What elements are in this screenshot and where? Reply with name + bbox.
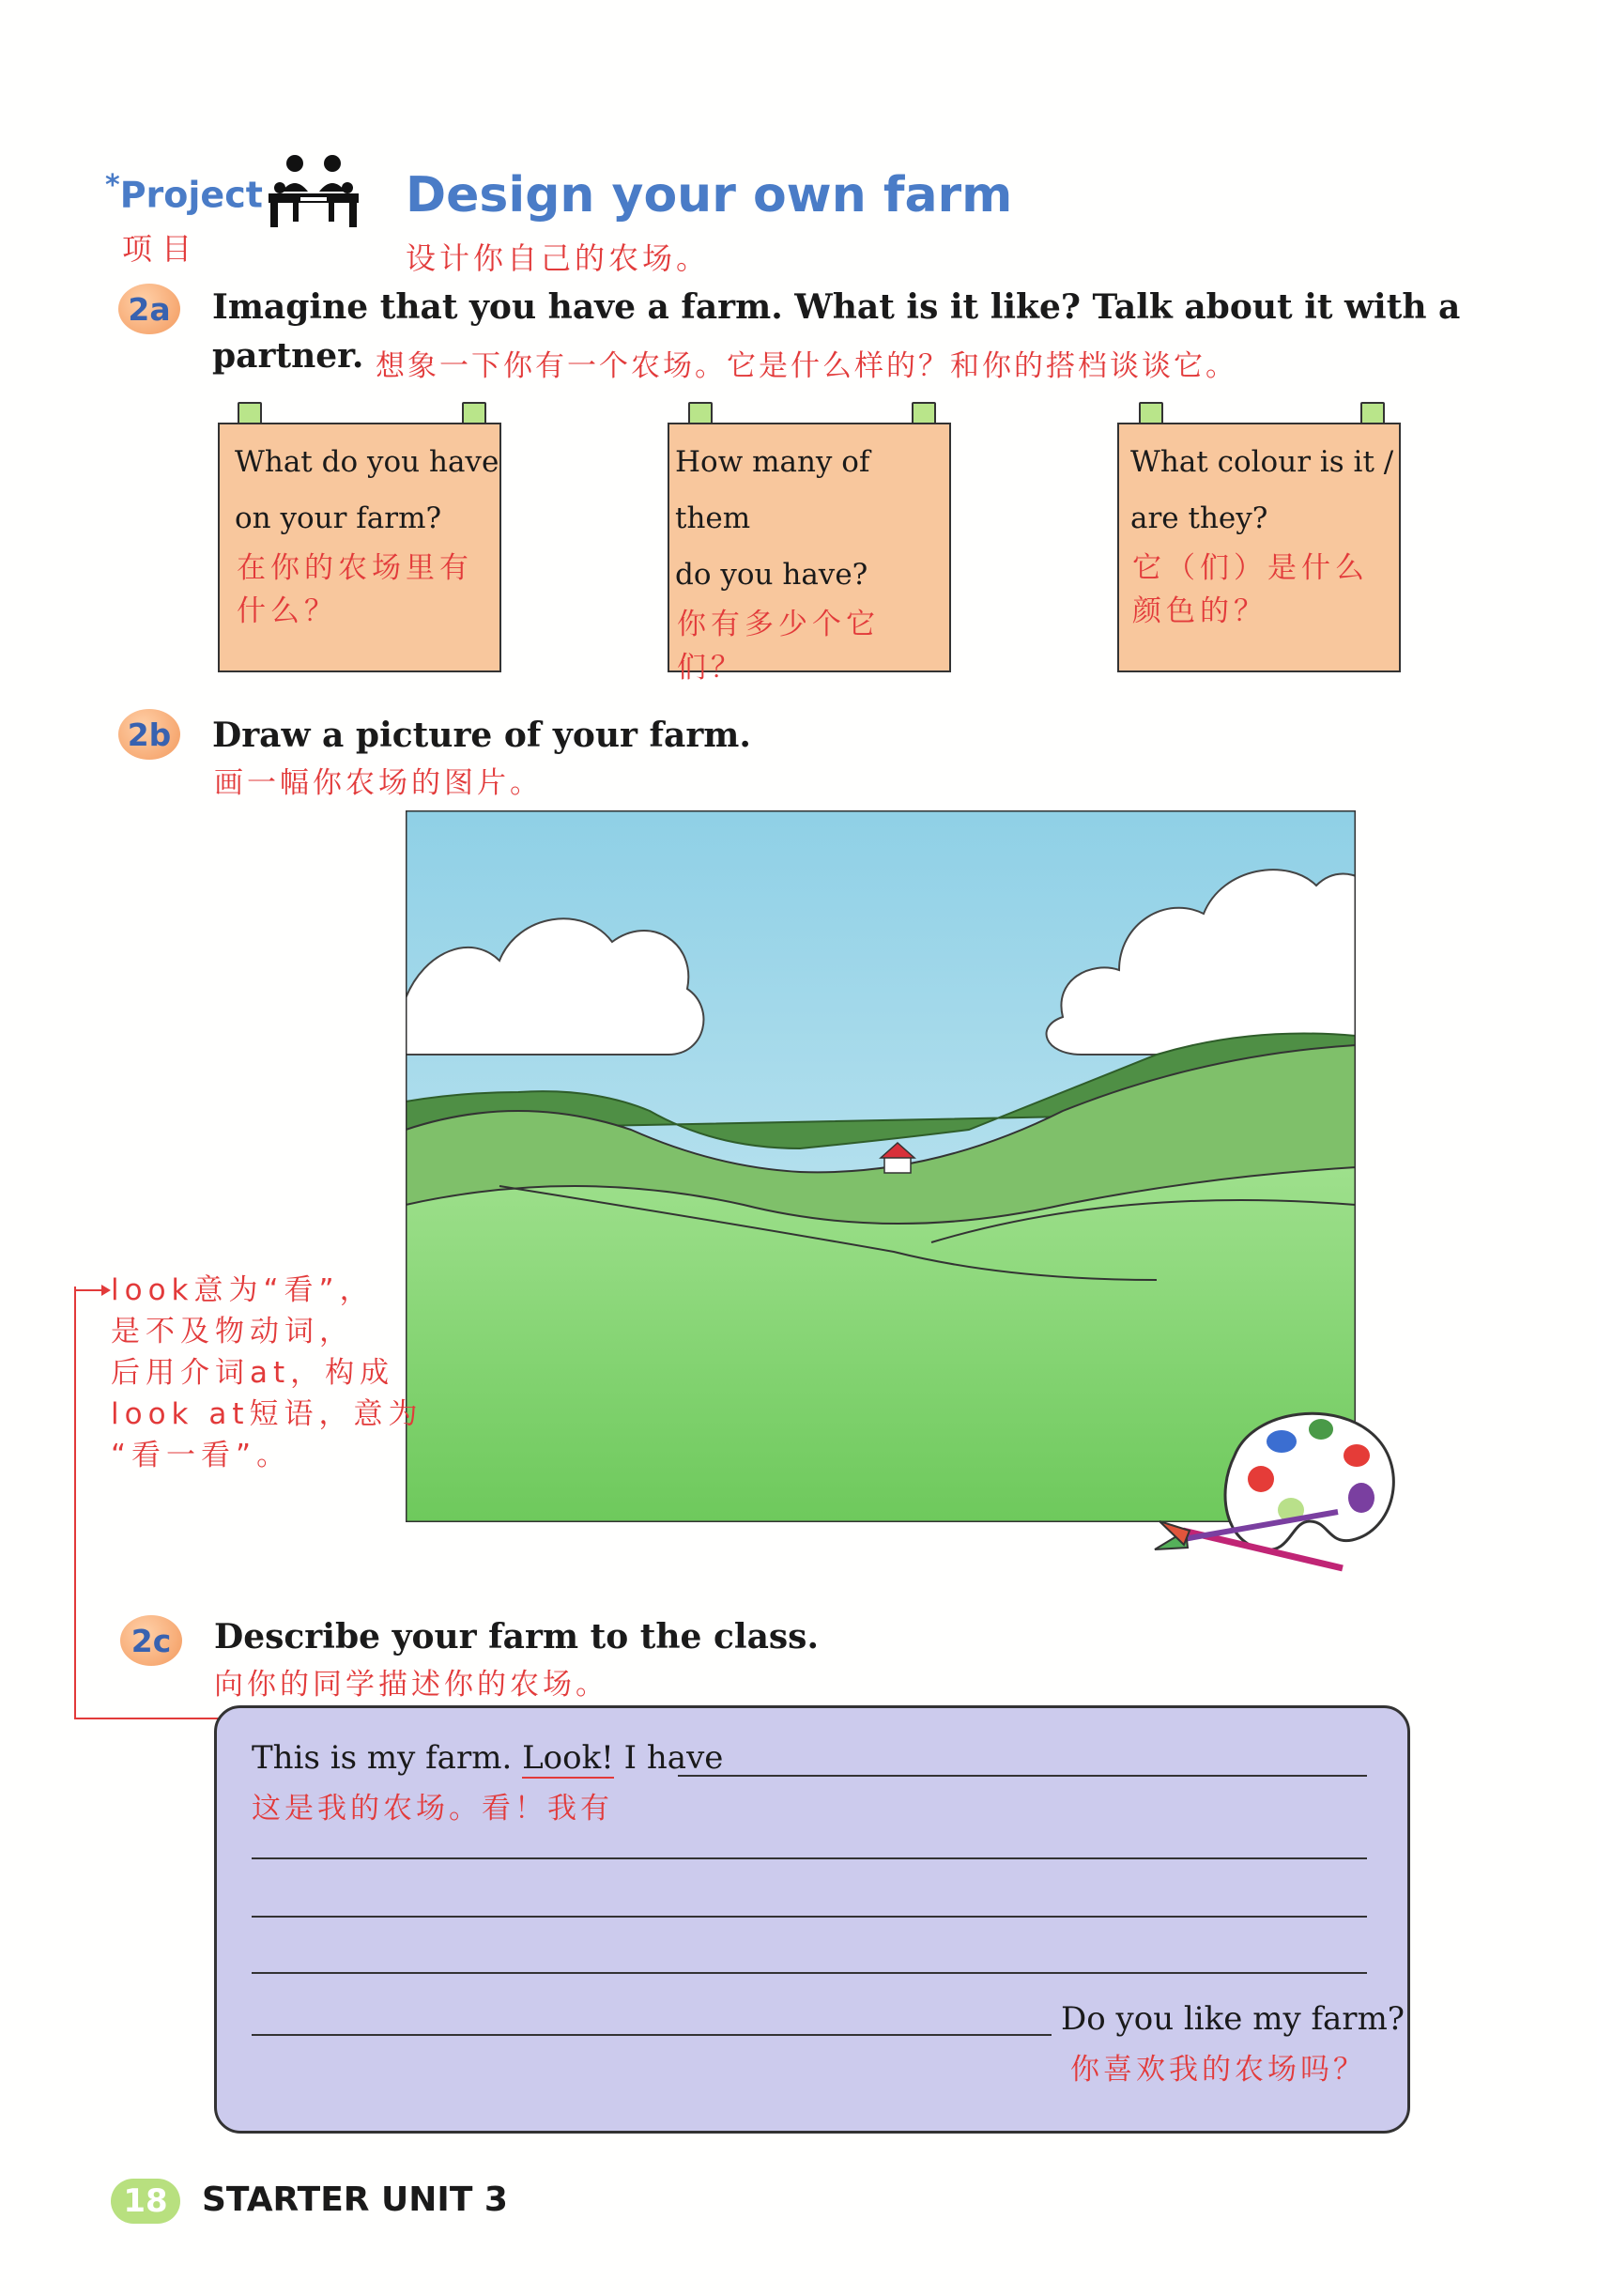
page-title-cn: 设计你自己的农场。 (406, 240, 711, 276)
writing-line[interactable] (252, 1857, 1367, 1859)
card-question-cn: 在你的农场里有 什么？ (237, 551, 473, 628)
instruction-2b: Draw a picture of your farm. (212, 716, 751, 755)
closing-question-cn: 你喜欢我的农场吗？ (1070, 2053, 1366, 2087)
grammar-note: look意为“看”， 是不及物动词， 后用介词at，构成 look at短语，意为 “看一看”。 (111, 1273, 423, 1472)
writing-line1-cn: 这是我的农场。看！我有 (252, 1792, 613, 1826)
card-question-cn: 你有多少个它们？ (677, 608, 880, 685)
card-question-cn: 它（们）是什么 颜色的？ (1132, 551, 1369, 628)
writing-line[interactable] (252, 1972, 1367, 1974)
card-question: How many of them do you have? (675, 445, 870, 592)
question-card (668, 423, 951, 685)
card-question: What colour is it / are they? (1130, 445, 1394, 535)
instruction-2a-cn: 想象一下你有一个农场。它是什么样的？和你的搭档谈谈它。 (376, 349, 1237, 383)
card-question: What do you have on your farm? (235, 445, 499, 535)
instruction-2c: Describe your farm to the class. (214, 1617, 819, 1657)
writing-line1-text: This is my farm. Look! I have (252, 1739, 724, 1777)
project-label-cn: 项目 (122, 231, 202, 267)
instruction-2a-line1: Imagine that you have a farm. What is it like? Talk about it with a (212, 287, 1461, 327)
closing-question: Do you like my farm? (1061, 2000, 1405, 2038)
badge-2a: 2a (118, 284, 180, 334)
question-card (1117, 423, 1401, 672)
badge-2c: 2c (120, 1615, 182, 1666)
unit-label: STARTER UNIT 3 (202, 2180, 508, 2219)
writing-line[interactable] (252, 1916, 1367, 1918)
look-word: Look! (522, 1739, 614, 1777)
project-label: *Project (105, 169, 263, 216)
writing-line[interactable] (252, 2034, 1052, 2036)
instruction-2b-cn: 画一幅你农场的图片。 (214, 766, 543, 800)
question-card (218, 423, 501, 672)
instruction-2c-cn: 向你的同学描述你的农场。 (214, 1668, 608, 1702)
page-number: 18 (111, 2179, 180, 2224)
badge-2b: 2b (118, 709, 180, 760)
page-title: Design your own farm (406, 167, 1013, 223)
writing-line[interactable] (678, 1775, 1367, 1777)
paint-palette-icon (1150, 1390, 1413, 1578)
instruction-2a-line2: partner. (212, 336, 364, 376)
pair-work-icon (265, 150, 362, 229)
